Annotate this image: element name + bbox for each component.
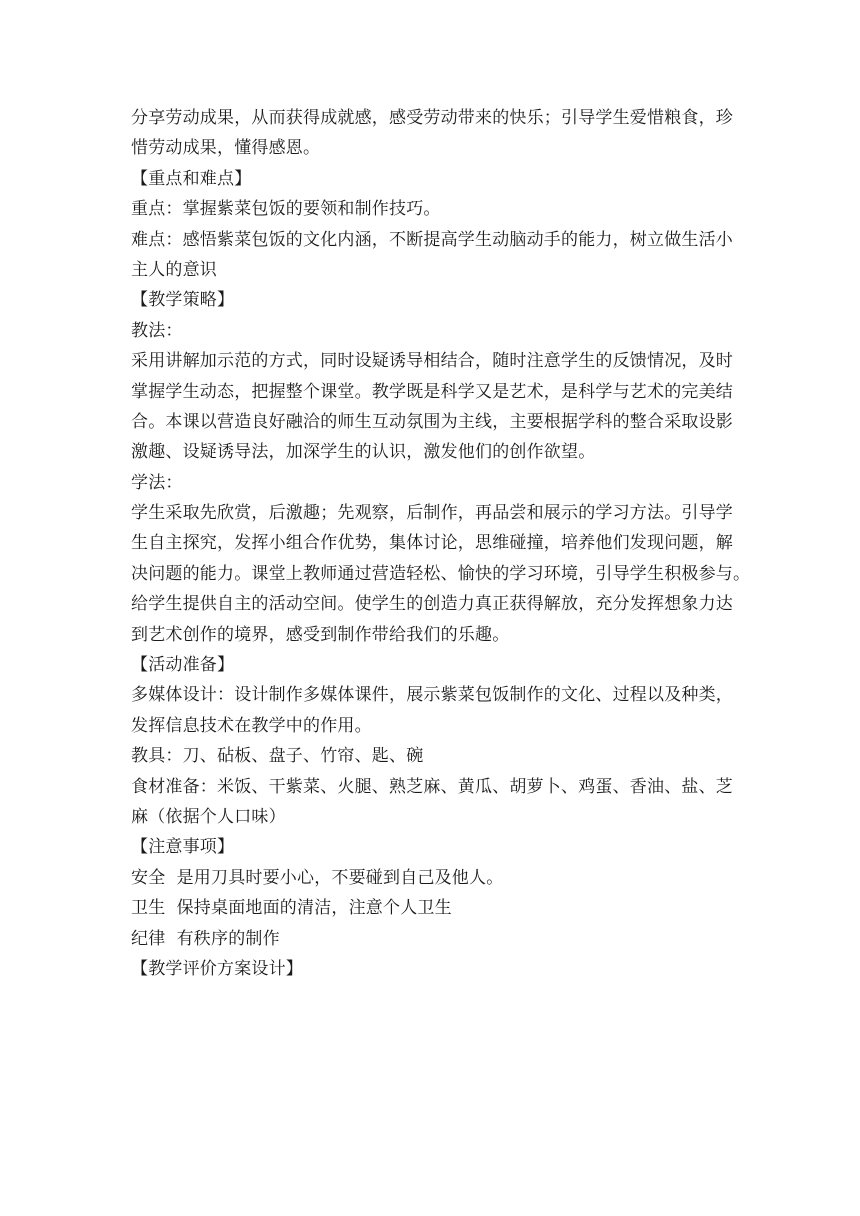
text-line: 学生采取先欣赏，后激趣；先观察，后制作，再品尝和展示的学习方法。引导学 [131,503,733,524]
text-line: 纪律 有秩序的制作 [131,928,280,949]
text-line: 【注意事项】 [131,837,235,858]
text-line: 麻（依据个人口味） [131,806,286,827]
text-line: 合。本课以营造良好融洽的师生互动氛围为主线，主要根据学科的整合采取设影 [131,411,733,432]
document-body [131,103,751,984]
text-line: 惜劳动成果，懂得感恩。 [131,138,321,159]
text-line: 给学生提供自主的活动空间。使学生的创造力真正获得解放，充分发挥想象力达 [131,594,733,615]
text-line: 卫生 保持桌面地面的清洁，注意个人卫生 [131,898,452,919]
text-line: 重点：掌握紫菜包饭的要领和制作技巧。 [131,199,441,220]
text-line: 激趣、设疑诱导法，加深学生的认识，激发他们的创作欲望。 [131,442,596,463]
text-line: 学法： [131,472,183,493]
text-line: 【重点和难点】 [131,168,252,189]
text-line: 【教学评价方案设计】 [131,958,303,979]
text-line: 安全 是用刀具时要小心，不要碰到自己及他人。 [131,867,504,888]
text-line: 发挥信息技术在教学中的作用。 [131,715,372,736]
text-line: 【活动准备】 [131,655,235,676]
text-line: 采用讲解加示范的方式，同时设疑诱导相结合，随时注意学生的反馈情况，及时 [131,351,733,372]
text-line: 分享劳动成果，从而获得成就感，感受劳动带来的快乐；引导学生爱惜粮食，珍 [131,108,733,128]
text-line: 难点：感悟紫菜包饭的文化内涵，不断提高学生动脑动手的能力，树立做生活小 [131,229,733,250]
text-line: 多媒体设计：设计制作多媒体课件，展示紫菜包饭制作的文化、过程以及种类， [131,685,733,706]
text-line: 生自主探究，发挥小组合作优势，集体讨论，思维碰撞，培养他们发现问题，解 [131,533,733,554]
text-line: 食材准备：米饭、干紫菜、火腿、熟芝麻、黄瓜、胡萝卜、鸡蛋、香油、盐、芝 [131,776,733,797]
text-line: 决问题的能力。课堂上教师通过营造轻松、愉快的学习环境，引导学生积极参与。 [131,563,751,584]
text-line: 到艺术创作的境界，感受到制作带给我们的乐趣。 [131,624,510,645]
text-line: 教法： [131,320,183,341]
text-line: 教具：刀、砧板、盘子、竹帘、匙、碗 [131,746,424,767]
text-line: 掌握学生动态，把握整个课堂。教学既是科学又是艺术，是科学与艺术的完美结 [131,381,733,402]
text-line: 主人的意识 [131,259,217,280]
text-line: 【教学策略】 [131,290,235,311]
